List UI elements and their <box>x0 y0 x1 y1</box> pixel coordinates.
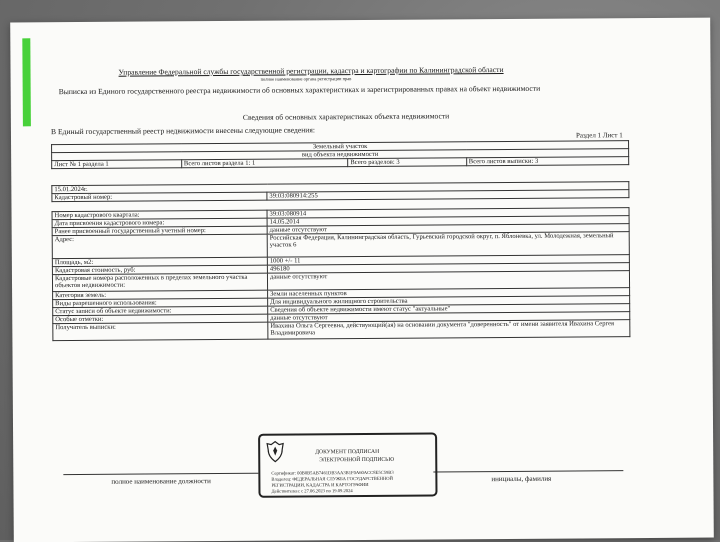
row-value-8: Для индивидуального жилищного строительства <box>268 296 630 307</box>
row-value-2: данные отсутствуют <box>267 224 629 235</box>
sticky-tab <box>22 38 31 126</box>
stamp-subtitle: ЭЛЕКТРОННОЙ ПОДПИСЬЮ <box>319 456 395 464</box>
row-value-11: Ивахина Ольга Сергеевна, действующий(ая) на основании документа "доверенность" от имени заявителя Ивахина Сергея Владимировича <box>268 320 630 340</box>
extract-date: 15.01.2024г. <box>52 182 629 194</box>
row-label-5: Кадастровая стоимость, руб: <box>52 265 267 275</box>
position-caption: полное наименование должности <box>111 477 211 486</box>
row-label-6: Кадастровые номера расположенных в пределах земельного участка объектов недвижимости: <box>52 273 267 292</box>
intro-text: В Единый государственный реестр недвижимости внесены следующие сведения: <box>50 125 315 137</box>
stamp-certificate: Сертификат: 00B0B5AB7461DB3AA3B1F0A60ACC8E5C59B3 <box>271 469 394 476</box>
stamp-title: ДОКУМЕНТ ПОДПИСАН <box>315 448 380 456</box>
row-label-10: Особые отметки: <box>53 314 268 324</box>
date-cadastral-table <box>51 181 629 202</box>
extract-title: Выписка из Единого государственного реестра недвижимости об основных характеристиках и зарегистрированных правах на объект недвижимости <box>58 83 541 97</box>
row-label-9: Статус записи об объекте недвижимости: <box>53 306 268 316</box>
object-type: Земельный участок <box>52 141 629 153</box>
cadastral-number-value: 39:03:080914:255 <box>267 190 629 201</box>
row-label-4: Площадь, м2: <box>52 257 267 267</box>
stamp-owner-cont: РЕГИСТРАЦИИ, КАДАСТРА И КАРТОГРАФИИ <box>271 481 369 488</box>
stamp-owner: Владелец: ФЕДЕРАЛЬНАЯ СЛУЖБА ГОСУДАРСТВЕННОЙ <box>271 475 393 482</box>
section-title: Сведения об основных характеристиках объекта недвижимости <box>242 111 450 122</box>
row-value-4: 1000 +/- 11 <box>267 255 629 266</box>
row-label-2: Ранее присвоенный государственный учетный номер: <box>52 226 267 236</box>
object-header-table <box>51 140 629 169</box>
authority-caption: полное наименование органа регистрации прав <box>260 76 352 82</box>
row-value-5: 496180 <box>267 263 629 274</box>
row-value-0: 39:03:080914 <box>267 208 629 219</box>
stamp-validity: Действителен: с 27.06.2023 по 19.09.2024 <box>271 488 353 494</box>
document-page <box>10 18 714 542</box>
object-kind-label: вид объекта недвижимости <box>52 149 629 161</box>
name-line <box>433 470 623 472</box>
row-label-8: Виды разрешенного использования: <box>53 298 268 308</box>
sheets-in-extract: Всего листов выписки: 3 <box>466 157 628 166</box>
cadastral-number-label: Кадастровый номер: <box>52 192 267 202</box>
row-value-9: Сведения об объекте недвижимости имеют статус "актуальные" <box>268 304 630 315</box>
sheets-in-section: Всего листов раздела 1: 1 <box>181 159 348 168</box>
authority-title: Управление Федеральной службы государственной регистрации, кадастра и картографии по Калининградской области <box>118 65 504 77</box>
row-value-10: данные отсутствуют <box>268 312 630 323</box>
row-label-7: Категория земель: <box>53 290 268 300</box>
row-value-3: Российская Федерация, Калининградская область, Гурьевский городской округ, п. Яблоневка, ул. Молодежная, земельный участок 6 <box>267 232 629 258</box>
row-label-1: Дата присвоения кадастрового номера: <box>52 218 267 228</box>
emblem-icon <box>265 441 285 463</box>
characteristics-table <box>52 207 631 341</box>
row-label-0: Номер кадастрового квартала: <box>52 210 267 220</box>
row-value-6: данные отсутствуют <box>267 271 629 291</box>
row-label-11: Получатель выписки: <box>53 322 268 341</box>
section-sheet-label: Раздел 1 Лист 1 <box>575 131 623 140</box>
name-caption: инициалы, фамилия <box>491 474 552 484</box>
row-value-1: 14.05.2014 <box>267 216 629 227</box>
sections-total: Всего разделов: 3 <box>348 158 466 167</box>
row-label-3: Адрес: <box>52 234 267 259</box>
sheet-no: Лист № 1 раздела 1 <box>52 160 182 169</box>
position-line <box>63 473 258 475</box>
row-value-7: Земли населенных пунктов <box>268 288 630 299</box>
